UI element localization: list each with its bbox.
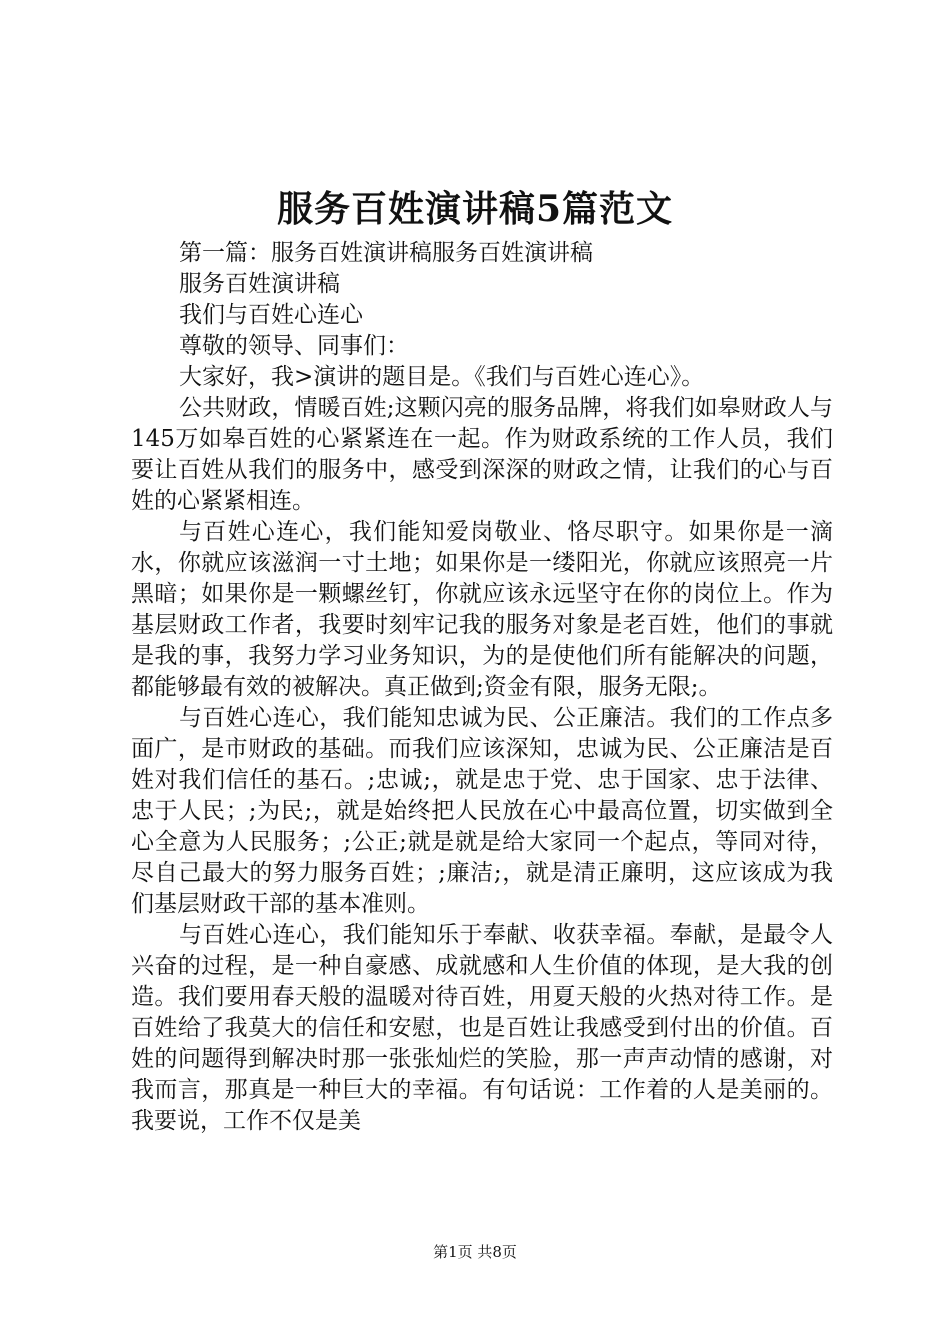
header-line: 大家好，我>演讲的题目是。《我们与百姓心连心》。: [179, 364, 705, 390]
document-title: 服务百姓演讲稿5篇范文: [276, 188, 674, 230]
document-body: [131, 238, 833, 1137]
header-line: 尊敬的领导、同事们：: [179, 333, 409, 359]
body-paragraph: 公共财政，情暖百姓;这颗闪亮的服务品牌，将我们如皋财政人与145万如皋百姓的心紧紧连在一起。作为财政系统的工作人员，我们要让百姓从我们的服务中，感受到深深的财政之情，让我们的心与百姓的心紧紧相连。: [131, 395, 833, 514]
page-footer: 第1页 共8页: [433, 1243, 517, 1261]
header-line: 服务百姓演讲稿: [179, 271, 340, 297]
header-line: 第一篇：服务百姓演讲稿服务百姓演讲稿: [179, 240, 593, 266]
header-line: 我们与百姓心连心: [179, 302, 363, 328]
body-paragraph: 与百姓心连心，我们能知乐于奉献、收获幸福。奉献，是最令人兴奋的过程，是一种自豪感、成就感和人生价值的体现，是大我的创造。我们要用春天般的温暖对待百姓，用夏天般的火热对待工作。是百姓给了我莫大的信任和安慰，也是百姓让我感受到付出的价值。百姓的问题得到解决时那一张张灿烂的笑脸，那一声声动情的感谢，对我而言，那真是一种巨大的幸福。有句话说：工作着的人是美丽的。我要说，工作不仅是美: [131, 922, 833, 1134]
body-paragraph: 与百姓心连心，我们能知忠诚为民、公正廉洁。我们的工作点多面广，是市财政的基础。而我们应该深知，忠诚为民、公正廉洁是百姓对我们信任的基石。;忠诚;，就是忠于党、忠于国家、忠于法律、忠于人民；;为民;，就是始终把人民放在心中最高位置，切实做到全心全意为人民服务；;公正;就是就是给大家同一个起点，等同对待，尽自己最大的努力服务百姓；;廉洁;，就是清正廉明，这应该成为我们基层财政干部的基本准则。: [131, 705, 833, 917]
body-paragraph: 与百姓心连心，我们能知爱岗敬业、恪尽职守。如果你是一滴水，你就应该滋润一寸土地；如果你是一缕阳光，你就应该照亮一片黑暗；如果你是一颗螺丝钉，你就应该永远坚守在你的岗位上。作为基层财政工作者，我要时刻牢记我的服务对象是老百姓，他们的事就是我的事，我努力学习业务知识，为的是使他们所有能解决的问题，都能够最有效的被解决。真正做到;资金有限，服务无限;。: [131, 519, 833, 700]
